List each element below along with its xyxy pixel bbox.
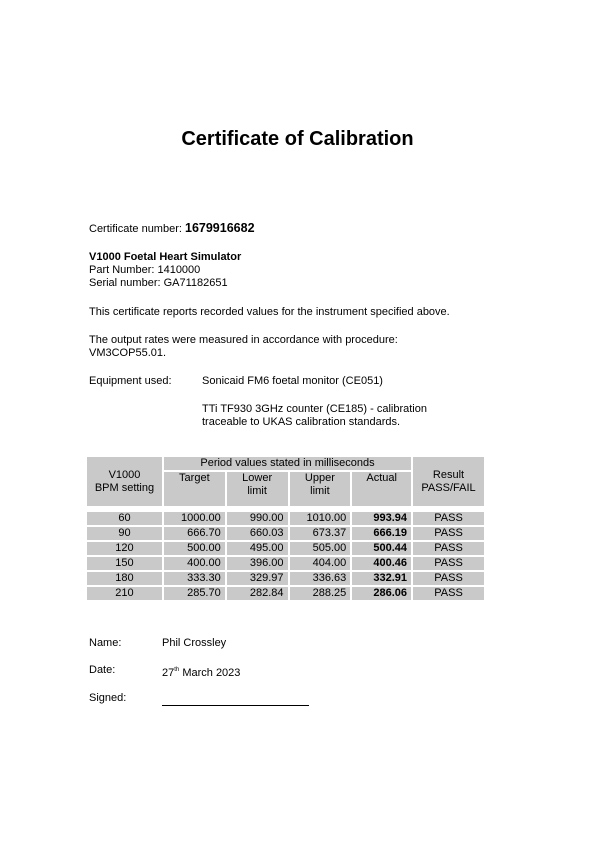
table-row — [87, 527, 484, 540]
header-lower-limit: Lower limit — [227, 472, 288, 506]
equipment-item-2-line-1: TTi TF930 3GHz counter (CE185) - calibration — [202, 403, 427, 415]
result-cell: PASS — [413, 572, 484, 585]
calibration-table — [85, 455, 486, 602]
certificate-number-line — [89, 222, 255, 236]
certificate-number: 1679916682 — [185, 221, 255, 235]
signature-line — [162, 705, 309, 706]
equipment-item-1: Sonicaid FM6 foetal monitor (CE051) — [202, 375, 383, 387]
actual-cell: 500.44 — [352, 542, 411, 555]
upper-limit-cell: 404.00 — [290, 557, 351, 570]
lower-limit-cell: 495.00 — [227, 542, 288, 555]
target-cell: 400.00 — [164, 557, 225, 570]
bpm-cell: 180 — [87, 572, 162, 585]
part-number: Part Number: 1410000 — [89, 264, 201, 276]
actual-cell: 286.06 — [352, 587, 411, 600]
equipment-label: Equipment used: — [89, 375, 172, 387]
table-row — [87, 572, 484, 585]
bpm-cell: 90 — [87, 527, 162, 540]
lower-limit-cell: 282.84 — [227, 587, 288, 600]
table-row — [87, 512, 484, 525]
procedure-line-2: VM3COP55.01. — [89, 347, 167, 359]
name-label: Name: — [89, 637, 122, 649]
certificate-statement: This certificate reports recorded values for the instrument specified above. — [89, 306, 450, 318]
serial-number: Serial number: GA71182651 — [89, 277, 228, 289]
date-suffix: th — [174, 667, 180, 673]
table-row — [87, 557, 484, 570]
actual-cell: 400.46 — [352, 557, 411, 570]
target-cell: 1000.00 — [164, 512, 225, 525]
header-result: Result PASS/FAIL — [413, 457, 484, 506]
actual-cell: 666.19 — [352, 527, 411, 540]
upper-limit-cell: 1010.00 — [290, 512, 351, 525]
lower-limit-cell: 990.00 — [227, 512, 288, 525]
result-cell: PASS — [413, 512, 484, 525]
page-title: Certificate of Calibration — [181, 128, 414, 150]
target-cell: 285.70 — [164, 587, 225, 600]
header-upper-limit: Upper limit — [290, 472, 351, 506]
result-cell: PASS — [413, 542, 484, 555]
lower-limit-cell: 396.00 — [227, 557, 288, 570]
header-actual: Actual — [352, 472, 411, 506]
equipment-item-2-line-2: traceable to UKAS calibration standards. — [202, 416, 401, 428]
lower-limit-cell: 329.97 — [227, 572, 288, 585]
actual-cell: 993.94 — [352, 512, 411, 525]
upper-limit-cell: 288.25 — [290, 587, 351, 600]
upper-limit-cell: 505.00 — [290, 542, 351, 555]
bpm-cell: 210 — [87, 587, 162, 600]
instrument-name: V1000 Foetal Heart Simulator — [89, 251, 242, 263]
procedure-line-1: The output rates were measured in accordance with procedure: — [89, 334, 398, 346]
date-day: 27 — [162, 667, 175, 679]
date-value — [162, 664, 240, 680]
upper-limit-cell: 336.63 — [290, 572, 351, 585]
certificate-number-label: Certificate number: — [89, 223, 182, 235]
actual-cell: 332.91 — [352, 572, 411, 585]
result-cell: PASS — [413, 527, 484, 540]
upper-limit-cell: 673.37 — [290, 527, 351, 540]
header-target: Target — [164, 472, 225, 506]
target-cell: 333.30 — [164, 572, 225, 585]
header-period-values: Period values stated in milliseconds — [164, 457, 411, 470]
header-bpm-setting: V1000 BPM setting — [87, 457, 162, 506]
target-cell: 500.00 — [164, 542, 225, 555]
bpm-cell: 60 — [87, 512, 162, 525]
result-cell: PASS — [413, 557, 484, 570]
bpm-cell: 150 — [87, 557, 162, 570]
table-row — [87, 542, 484, 555]
name-value: Phil Crossley — [162, 637, 227, 649]
target-cell: 666.70 — [164, 527, 225, 540]
bpm-cell: 120 — [87, 542, 162, 555]
result-cell: PASS — [413, 587, 484, 600]
signed-label: Signed: — [89, 692, 127, 704]
date-rest: March 2023 — [179, 667, 241, 679]
table-row — [87, 587, 484, 600]
lower-limit-cell: 660.03 — [227, 527, 288, 540]
date-label: Date: — [89, 664, 116, 676]
